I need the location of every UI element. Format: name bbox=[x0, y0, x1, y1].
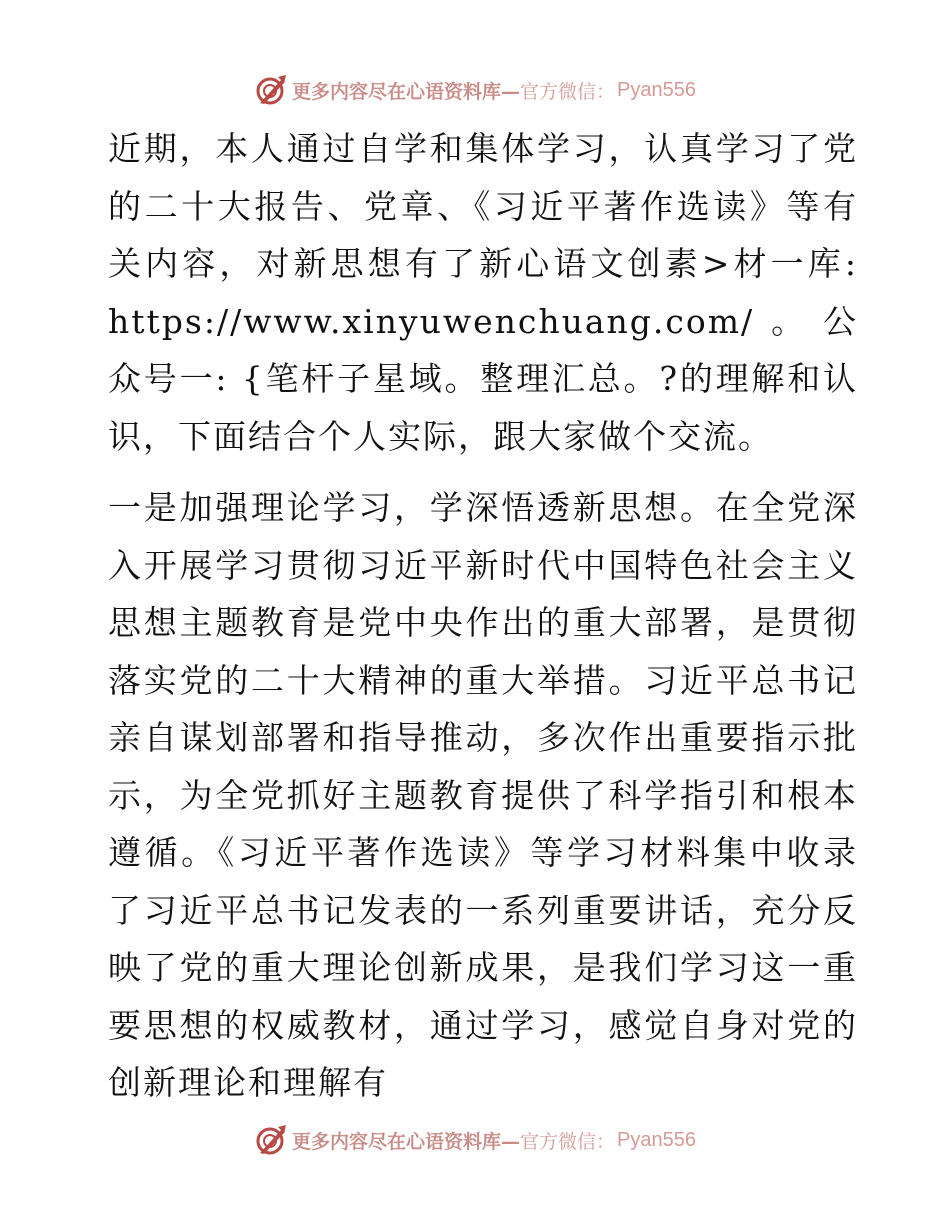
header-watermark bbox=[0, 70, 950, 110]
quill-logo-icon bbox=[254, 1123, 288, 1157]
paragraph-point-one: 一是加强理论学习，学深悟透新思想。在全党深入开展学习贯彻习近平新时代中国特色社会主义思想主题教育是党中央作出的重大部署，是贯彻落实党的二十大精神的重大举措。习近平总书记亲自谋划部署和指导推动，多次作出重要指示批示，为全党抓好主题教育提供了科学指引和根本遵循。《习近平著作选读》等学习材料集中收录了习近平总书记发表的一系列重要讲话，充分反映了党的重大理论创新成果，是我们学习这一重要思想的权威教材，通过学习，感觉自身对党的创新理论和理解有 bbox=[108, 488, 858, 1102]
paragraph-intro: 近期，本人通过自学和集体学习，认真学习了党的二十大报告、党章、《习近平著作选读》等有关内容，对新思想有了新心语文创素>材一库: https://www.xinyuwenchuang.com/。公众号一: {笔杆子星域。整理汇总。?的理解和认识，下面结合个人实际，跟大家做个交流。 bbox=[108, 129, 858, 456]
header-wechat-id: Pyan556 bbox=[617, 78, 696, 101]
header-wechat-label: 官方微信： bbox=[520, 80, 616, 103]
footer-wechat-label: 官方微信： bbox=[520, 1130, 616, 1153]
quill-logo-icon bbox=[254, 73, 288, 107]
footer-watermark bbox=[0, 1120, 950, 1160]
footer-wechat-id: Pyan556 bbox=[617, 1128, 696, 1151]
header-banner-text: 更多内容尽在心语资料库— bbox=[292, 80, 521, 103]
document-body bbox=[98, 120, 858, 1112]
footer-banner-text: 更多内容尽在心语资料库— bbox=[292, 1130, 521, 1153]
